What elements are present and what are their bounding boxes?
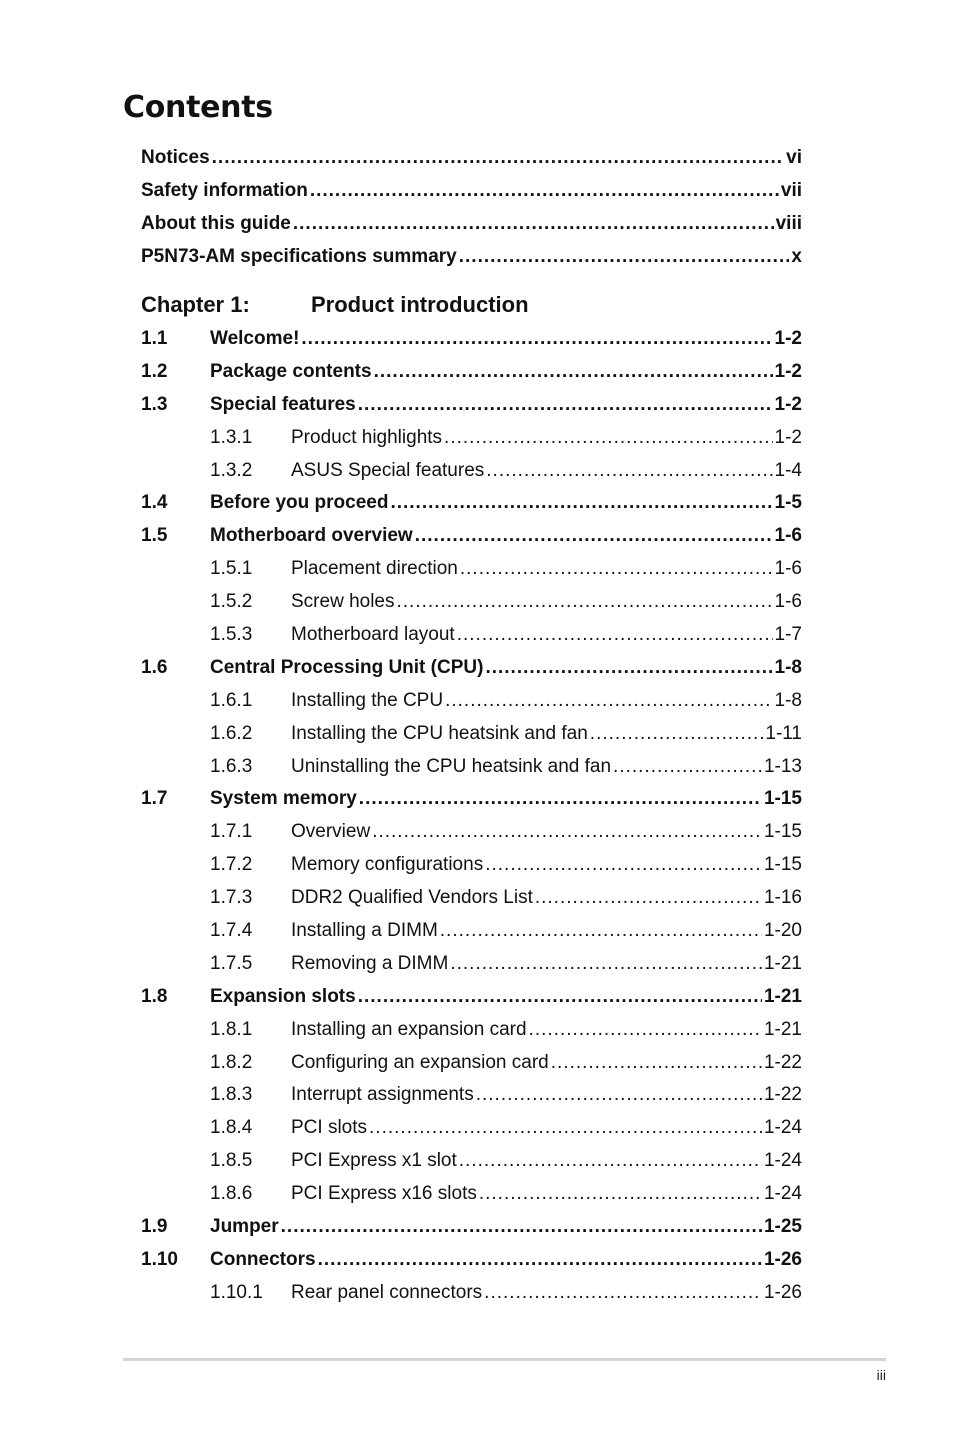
toc-subsection-entry[interactable]	[141, 1112, 802, 1145]
dot-leader	[484, 1277, 762, 1310]
page-reference: 1-16	[763, 887, 802, 909]
section-number: 1.6.3	[210, 755, 253, 777]
entry-label: Before you proceed	[210, 492, 389, 514]
section-number: 1.5	[141, 525, 168, 547]
page-reference: 1-20	[763, 920, 802, 942]
dot-leader	[485, 652, 772, 685]
dot-leader	[293, 208, 774, 241]
page-reference: 1-22	[763, 1051, 802, 1073]
page-reference: 1-21	[763, 1018, 802, 1040]
entry-label: Installing the CPU	[291, 689, 444, 711]
dot-leader	[318, 1244, 762, 1277]
page-reference: 1-26	[763, 1248, 802, 1270]
toc-front-entry[interactable]	[141, 142, 802, 175]
toc-subsection-entry[interactable]	[141, 948, 802, 981]
page-reference: 1-2	[774, 393, 802, 415]
dot-leader	[390, 487, 772, 520]
entry-label: PCI slots	[291, 1117, 368, 1139]
toc-subsection-entry[interactable]	[141, 816, 802, 849]
dot-leader	[613, 751, 762, 784]
section-number: 1.4	[141, 492, 168, 514]
footer-divider	[123, 1358, 886, 1361]
dot-leader	[476, 1079, 762, 1112]
dot-leader	[281, 1211, 762, 1244]
entry-label: Placement direction	[291, 558, 458, 580]
dot-leader	[529, 1014, 762, 1047]
entry-label: Motherboard overview	[210, 525, 413, 547]
toc-subsection-entry[interactable]	[141, 553, 802, 586]
entry-label: PCI Express x16 slots	[291, 1183, 477, 1205]
dot-leader	[535, 882, 762, 915]
section-number: 1.5.3	[210, 624, 253, 646]
page-reference: 1-4	[774, 459, 802, 481]
chapter-title: Product introduction	[311, 292, 529, 317]
entry-label: Central Processing Unit (CPU)	[210, 656, 484, 678]
dot-leader	[551, 1047, 762, 1080]
entry-label: Installing the CPU heatsink and fan	[291, 722, 588, 744]
toc-front-entry[interactable]	[141, 175, 802, 208]
entry-label: System memory	[210, 788, 357, 810]
section-number: 1.3.1	[210, 426, 253, 448]
entry-label: DDR2 Qualified Vendors List	[291, 887, 533, 909]
page-reference: 1-2	[774, 328, 802, 349]
page-reference: 1-21	[763, 952, 802, 974]
page-reference: 1-8	[774, 689, 802, 711]
dot-leader	[445, 685, 772, 718]
page-title: Contents	[123, 90, 273, 125]
section-number: 1.1	[141, 328, 168, 349]
toc-section-entry[interactable]	[141, 1244, 802, 1277]
toc-section-entry[interactable]	[141, 389, 802, 422]
page-reference: 1-15	[763, 788, 802, 810]
entry-label: Special features	[210, 393, 356, 415]
dot-leader	[372, 816, 762, 849]
entry-label: ASUS Special features	[291, 459, 485, 481]
toc-front-entry[interactable]	[141, 208, 802, 241]
entry-label: Notices	[141, 147, 210, 168]
section-number: 1.6.2	[210, 722, 253, 744]
toc-subsection-entry[interactable]	[141, 619, 802, 652]
section-number: 1.10.1	[210, 1281, 263, 1303]
page-reference: 1-24	[763, 1183, 802, 1205]
toc-subsection-entry[interactable]	[141, 455, 802, 488]
toc-subsection-entry[interactable]	[141, 1014, 802, 1047]
page-reference: 1-6	[774, 591, 802, 613]
entry-label: Removing a DIMM	[291, 952, 449, 974]
page-reference: 1-11	[765, 722, 802, 744]
toc-subsection-entry[interactable]	[141, 751, 802, 784]
front-matter-list	[141, 142, 802, 274]
toc-subsection-entry[interactable]	[141, 915, 802, 948]
entry-label: Memory configurations	[291, 854, 484, 876]
dot-leader	[358, 389, 773, 422]
toc-subsection-entry[interactable]	[141, 1145, 802, 1178]
entry-label: Jumper	[210, 1216, 279, 1238]
toc-subsection-entry[interactable]	[141, 1178, 802, 1211]
section-number: 1.7.2	[210, 854, 253, 876]
entry-label: PCI Express x1 slot	[291, 1150, 457, 1172]
dot-leader	[397, 586, 773, 619]
dot-leader	[485, 849, 762, 882]
entry-label: About this guide	[141, 212, 291, 234]
toc-subsection-entry[interactable]	[141, 586, 802, 619]
entry-label: Configuring an expansion card	[291, 1051, 549, 1073]
toc-section-entry[interactable]	[141, 520, 802, 553]
dot-leader	[459, 241, 790, 274]
section-number: 1.6.1	[210, 689, 253, 711]
section-number: 1.8.5	[210, 1150, 253, 1172]
toc-subsection-entry[interactable]	[141, 422, 802, 455]
dot-leader	[444, 422, 772, 455]
dot-leader	[212, 142, 785, 175]
dot-leader	[486, 455, 772, 488]
chapter-heading	[141, 289, 529, 321]
entry-label: Motherboard layout	[291, 624, 455, 646]
toc-subsection-entry[interactable]	[141, 849, 802, 882]
entry-label: Welcome!	[210, 328, 300, 349]
page-reference: viii	[775, 212, 802, 234]
toc-section-entry[interactable]	[141, 356, 802, 389]
page-reference: 1-7	[774, 624, 802, 646]
page-reference: vi	[786, 147, 802, 168]
toc-subsection-entry[interactable]	[141, 1047, 802, 1080]
entry-label: Uninstalling the CPU heatsink and fan	[291, 755, 612, 777]
dot-leader	[457, 619, 773, 652]
section-number: 1.8.4	[210, 1117, 253, 1139]
chapter-entries-list	[141, 323, 802, 1310]
entry-label: Package contents	[210, 360, 372, 382]
toc-section-entry[interactable]	[141, 487, 802, 520]
entry-label: Installing a DIMM	[291, 920, 438, 942]
entry-label: Connectors	[210, 1248, 316, 1270]
page-reference: 1-25	[763, 1216, 802, 1238]
section-number: 1.7.3	[210, 887, 253, 909]
page-reference: vii	[780, 179, 802, 201]
page-reference: 1-8	[774, 656, 802, 678]
section-number: 1.7.4	[210, 920, 253, 942]
section-number: 1.8	[141, 985, 168, 1007]
section-number: 1.5.1	[210, 558, 253, 580]
entry-label: Safety information	[141, 179, 308, 201]
page-reference: 1-2	[774, 360, 802, 382]
footer-page-number: iii	[876, 1367, 886, 1383]
dot-leader	[450, 948, 762, 981]
entry-label: Screw holes	[291, 591, 395, 613]
page-reference: 1-5	[774, 492, 802, 514]
section-number: 1.10	[141, 1248, 178, 1270]
toc-section-entry[interactable]	[141, 783, 802, 816]
dot-leader	[369, 1112, 762, 1145]
dot-leader	[415, 520, 773, 553]
entry-label: Overview	[291, 821, 371, 843]
toc-subsection-entry[interactable]	[141, 718, 802, 751]
toc-section-entry[interactable]	[141, 652, 802, 685]
toc-subsection-entry[interactable]	[141, 1277, 802, 1310]
dot-leader	[440, 915, 762, 948]
entry-label: Installing an expansion card	[291, 1018, 527, 1040]
chapter-label: Chapter 1:	[141, 292, 250, 317]
section-number: 1.8.2	[210, 1051, 253, 1073]
section-number: 1.8.1	[210, 1018, 253, 1040]
toc-section-entry[interactable]	[141, 323, 802, 356]
dot-leader	[359, 783, 762, 816]
section-number: 1.7.5	[210, 952, 253, 974]
section-number: 1.5.2	[210, 591, 253, 613]
page-reference: 1-22	[763, 1084, 802, 1106]
dot-leader	[459, 1145, 762, 1178]
page-reference: 1-6	[774, 525, 802, 547]
section-number: 1.8.3	[210, 1084, 253, 1106]
section-number: 1.2	[141, 360, 168, 382]
entry-label: P5N73-AM specifications summary	[141, 245, 457, 267]
section-number: 1.3	[141, 393, 168, 415]
toc-subsection-entry[interactable]	[141, 685, 802, 718]
page-reference: 1-13	[763, 755, 802, 777]
page-reference: 1-2	[774, 426, 802, 448]
dot-leader	[310, 175, 779, 208]
dot-leader	[460, 553, 773, 586]
page-reference: 1-15	[763, 821, 802, 843]
entry-label: Expansion slots	[210, 985, 356, 1007]
dot-leader	[301, 323, 772, 356]
page-reference: 1-24	[763, 1117, 802, 1139]
section-number: 1.3.2	[210, 459, 253, 481]
dot-leader	[479, 1178, 762, 1211]
page-reference: 1-15	[763, 854, 802, 876]
page-reference: 1-24	[763, 1150, 802, 1172]
dot-leader	[358, 981, 762, 1014]
section-number: 1.8.6	[210, 1183, 253, 1205]
page-reference: 1-6	[774, 558, 802, 580]
section-number: 1.7	[141, 788, 168, 810]
entry-label: Rear panel connectors	[291, 1281, 483, 1303]
toc-front-entry[interactable]	[141, 241, 802, 274]
page-reference: 1-21	[763, 985, 802, 1007]
dot-leader	[374, 356, 773, 389]
section-number: 1.6	[141, 656, 168, 678]
toc-section-entry[interactable]	[141, 981, 802, 1014]
entry-label: Interrupt assignments	[291, 1084, 474, 1106]
section-number: 1.7.1	[210, 821, 253, 843]
dot-leader	[590, 718, 764, 751]
toc-subsection-entry[interactable]	[141, 882, 802, 915]
section-number: 1.9	[141, 1216, 168, 1238]
page-reference: x	[791, 245, 802, 267]
entry-label: Product highlights	[291, 426, 443, 448]
page-reference: 1-26	[763, 1281, 802, 1303]
toc-section-entry[interactable]	[141, 1211, 802, 1244]
toc-subsection-entry[interactable]	[141, 1079, 802, 1112]
